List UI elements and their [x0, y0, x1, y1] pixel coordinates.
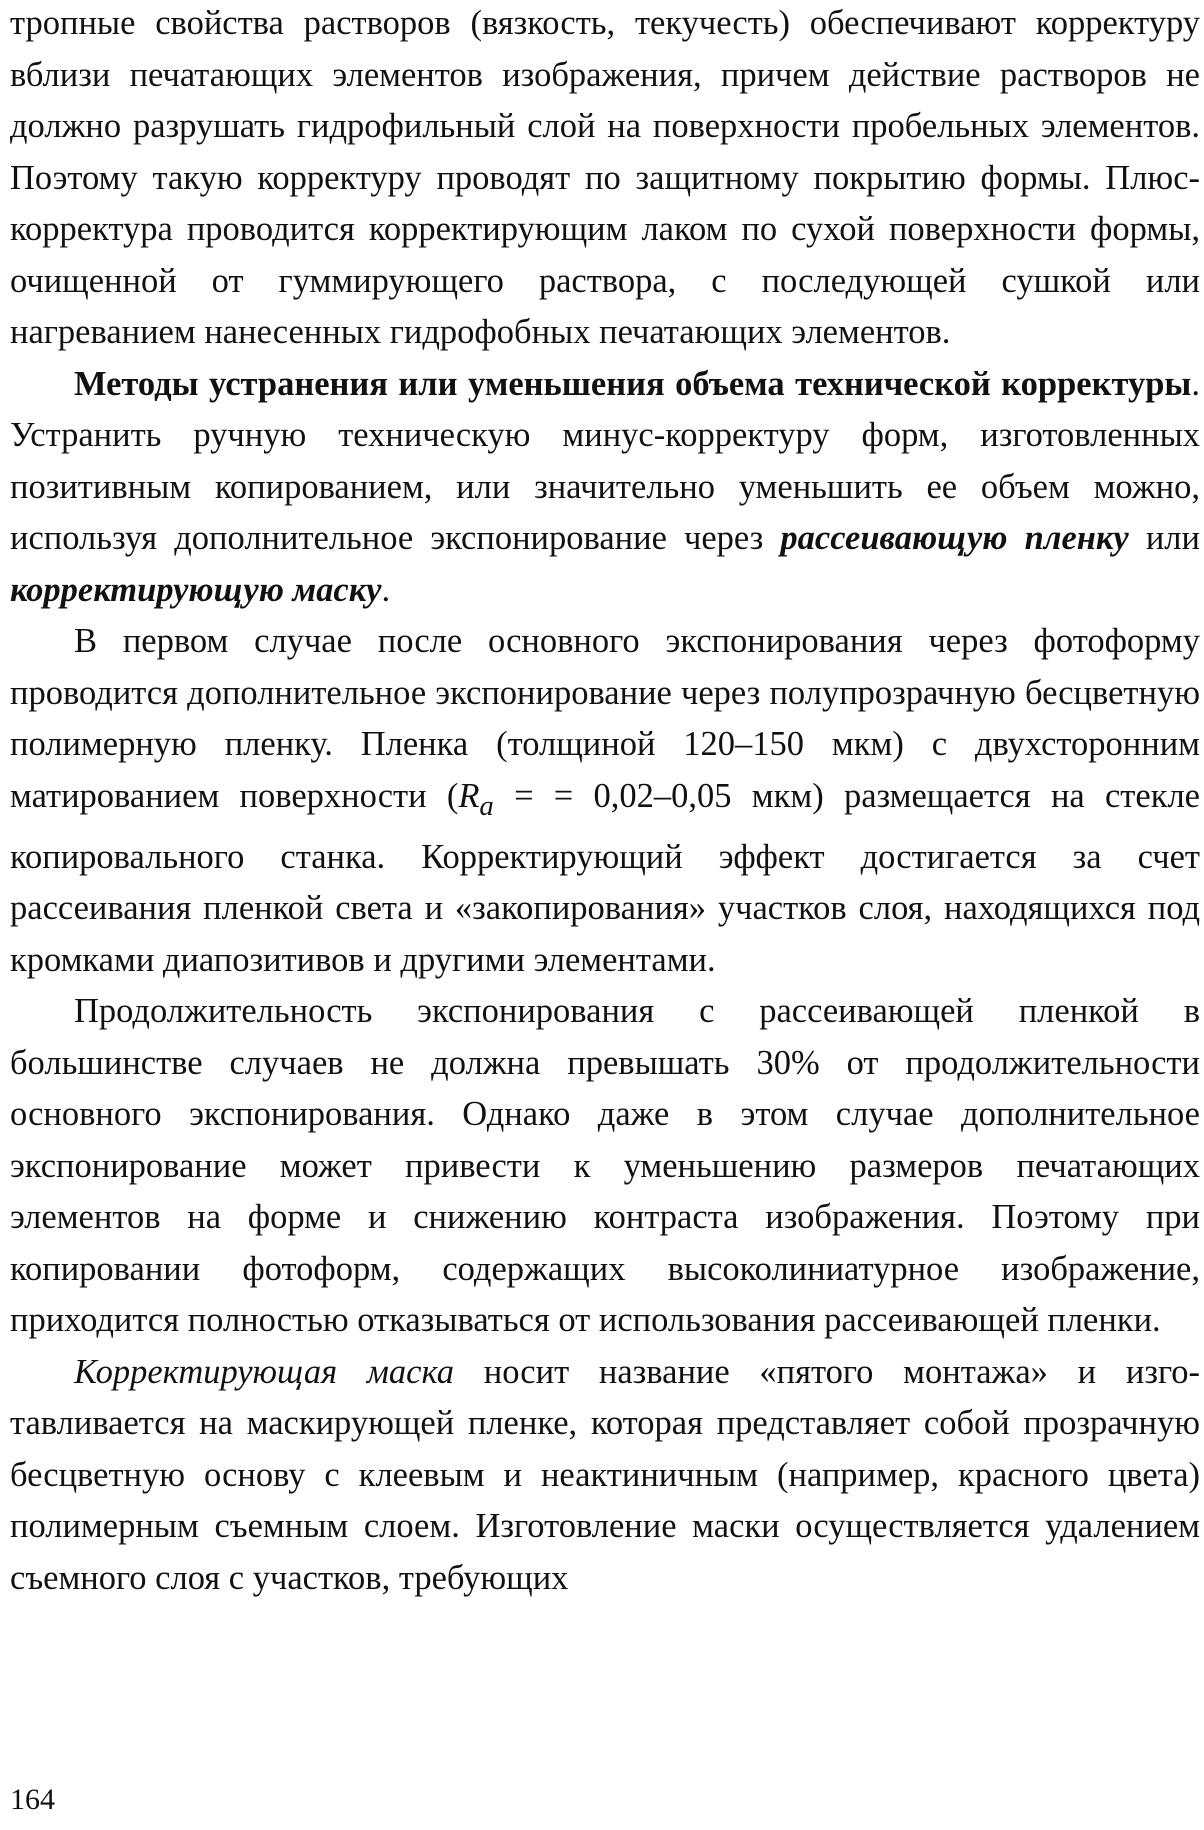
paragraph-1-text: тропные свойства растворов (вязкость, текучесть) обеспечивают корректуру вблизи печатающих элементов изображения, причем действие растворов не должно разрушать гидрофильный слой на поверхности пробельных элементов. Поэтому такую корректуру проводят по защитному покрытию формы. Плюс-корректура проводится корректирующим лаком по сухой поверхности формы, очищенной от гуммирующего раствора, с последующей сушкой или нагреванием нанесенных гидрофобных печатающих элементов.	[10, 4, 1200, 351]
paragraph-4	[10, 986, 1200, 1347]
section-heading: Методы устранения или уменьшения объема технической корректуры	[74, 364, 1192, 403]
paragraph-5-text: носит название «пятого монтажа» и изготавливается на маскирующей пленке, которая представляет собой прозрачную бесцветную основу с клеевым и неактиничным (например, красного цвета) полимерным съемным слоем. Изготовление маски осуществляется удалением съемного слоя с участков, требующих	[10, 1352, 1200, 1597]
paragraph-2-end: .	[381, 570, 391, 609]
document-page	[10, 0, 1200, 1604]
paragraph-1	[10, 0, 1200, 359]
term-scattering-film: рассеивающую пленку	[780, 519, 1129, 557]
paragraph-3-text: В первом случае после основного экспонирования через фотоформу проводится дополнительное экспонирование через полупрозрачную бесцветную полимерную пленку. Пленка (толщиной 120–150 мкм) с двухсторонним матированием поверхности (	[10, 622, 1200, 815]
roughness-symbol-subscript: a	[479, 789, 494, 822]
paragraph-2-mid: или	[1128, 519, 1200, 557]
roughness-symbol	[458, 776, 494, 822]
paragraph-3-text-after: = = 0,02–0,05 мкм) размещается на стекле копировального станка. Корректирующий эффект достигается за счет рассеивания пленкой света и «закопирования» участков слоя, находящихся под кромками диапозитивов и другими элементами.	[10, 776, 1200, 979]
page-number: 164	[10, 1783, 55, 1816]
paragraph-3	[10, 616, 1200, 986]
term-correcting-mask: Корректирующая маска	[74, 1352, 454, 1391]
term-correction-mask: корректирующую маску	[10, 570, 382, 609]
paragraph-2	[10, 359, 1200, 617]
paragraph-2-text: Устранить ручную техническую минус-корректуру форм, изготовленных позитивным копированием, или значительно уменьшить ее объем можно, используя дополнительное экспонирование через	[10, 416, 1200, 557]
paragraph-5	[10, 1347, 1200, 1605]
section-heading-period: .	[1191, 364, 1200, 403]
paragraph-4-text: Продолжительность экспонирования с рассеивающей пленкой в большинстве случаев не должна превышать 30% от продолжительности основного экспонирования. Однако даже в этом случае дополнительное экспонирование может привести к уменьшению размеров печатающих элементов на форме и снижению контраста изображения. Поэтому при копировании фотоформ, содержащих высоколиниатурное изображение, приходится полностью отказываться от использования рассеивающей пленки.	[10, 992, 1200, 1340]
roughness-symbol-base: R	[458, 776, 480, 815]
